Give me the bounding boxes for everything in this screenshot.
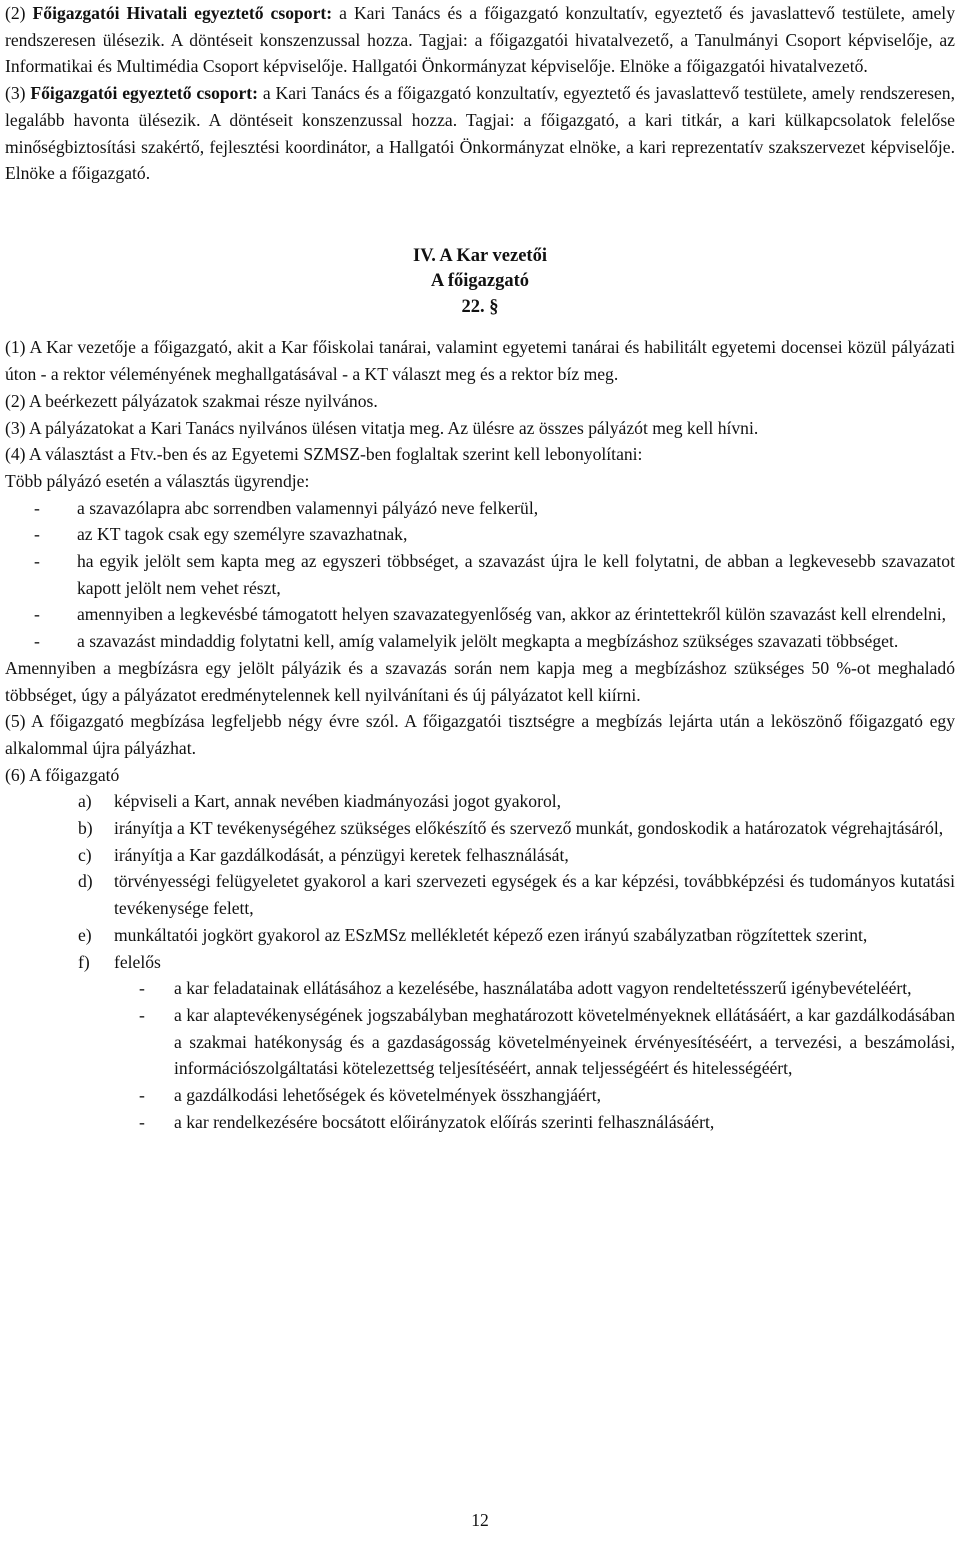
paragraph-2-text: a Kari Tanács és a főigazgató konzultatív, egyeztető és javaslattevő testülete, amely rendszeresen ülésezik. A döntéseit konszenzussal hozza. Tagjai: a főigazgatói hivatalvezető, a Tanulmányi Csoport képviselője, az Informatikai és Multimédia Csoport képviselője. Hallgatói Önkormányzat képviselője. Elnöke a főigazgatói hivatalvezető. (5, 3, 955, 77)
list-item-mark: f) (78, 951, 90, 972)
list-item-mark: e) (78, 924, 92, 945)
director-duties-list (5, 788, 955, 1135)
list-item-mark: c) (78, 844, 92, 865)
list-item-text: ha egyik jelölt sem kapta meg az egyszeri többséget, a szavazást újra le kell folytatni, de abban a legkevesebb szavazatot kapott jelölt nem vehet részt, (77, 551, 955, 598)
dash-bullet: - (34, 497, 40, 518)
list-item-text: a gazdálkodási lehetőségek és követelmények összhangjáért, (174, 1085, 601, 1106)
dash-bullet: - (139, 1085, 145, 1106)
single-candidate-rule: Amennyiben a megbízásra egy jelölt pályázik és a szavazás során nem kapja meg a megbízáshoz szükséges 50 %-ot meghaladó többséget, úgy a pályázatot eredménytelennek kell nyilvánítani és új pályázatot kell kiírni. (5, 657, 955, 705)
list-item-text: felelős (114, 951, 161, 972)
paragraph-3 (5, 80, 955, 187)
dash-bullet: - (139, 978, 145, 999)
list-item (5, 788, 955, 815)
paragraph-2-number: (2) (5, 3, 26, 23)
dash-bullet: - (34, 524, 40, 545)
chapter-subtitle: A főigazgató (430, 271, 530, 292)
list-item (5, 922, 955, 949)
dash-bullet: - (34, 631, 40, 652)
list-item-text: a szavazólapra abc sorrendben valamennyi pályázó neve felkerül, (77, 497, 539, 518)
list-item-text: az KT tagok csak egy személyre szavazhatnak, (77, 524, 408, 545)
list-item-text: törvényességi felügyeletet gyakorol a kari szervezeti egységek és a kar képzési, továbbképzési és tudományos kutatási tevékenysége felett, (114, 871, 955, 919)
list-item-text: képviseli a Kart, annak nevében kiadmányozási jogot gyakorol, (114, 791, 562, 812)
chapter-heading (5, 244, 955, 321)
chapter-title: IV. A Kar vezetői (413, 245, 547, 266)
document-page (5, 0, 955, 1136)
list-item (5, 628, 955, 655)
paragraph-2 (5, 0, 955, 80)
section-paragraph-6: (6) A főigazgató (5, 764, 120, 785)
list-item-mark: d) (78, 871, 93, 892)
list-item-text: munkáltatói jogkört gyakorol az ESzMSz mellékletét képező ezen irányú szabályzatban rögzítettek szerint, (114, 924, 868, 945)
responsibility-sublist (114, 975, 955, 1135)
election-procedure-list (5, 495, 955, 655)
list-item (5, 949, 955, 1136)
list-item-text: irányítja a Kar gazdálkodását, a pénzügyi keretek felhasználását, (114, 844, 569, 865)
list-item-text: a szavazást mindaddig folytatni kell, amíg valamelyik jelölt megkapta a megbízáshoz szükséges szavazati többséget. (77, 631, 899, 652)
list-item (5, 601, 955, 628)
section-paragraph-5: (5) A főigazgató megbízása legfeljebb négy évre szól. A főigazgatói tisztségre a megbízás lejárta után a leköszönő főigazgató egy alkalommal újra pályázhat. (5, 711, 955, 758)
list-item-text: a kar feladatainak ellátásához a kezelésébe, használatába adott vagyon rendeltetésszerű igénybevételéért, (174, 978, 912, 999)
list-item (114, 1109, 955, 1136)
list-item (5, 868, 955, 921)
list-item-text: a kar rendelkezésére bocsátott előirányzatok előírás szerinti felhasználásáért, (174, 1111, 715, 1132)
list-item-text: irányítja a KT tevékenységéhez szükséges előkészítő és szervező munkát, gondoskodik a határozatok végrehajtásáról, (114, 818, 944, 839)
list-item-mark: a) (78, 791, 92, 812)
section-number: 22. § (461, 296, 499, 317)
paragraph-3-text: a Kari Tanács és a főigazgató konzultatív, egyeztető és javaslattevő testülete, amely rendszeresen, legalább havonta ülésezik. A döntéseit konszenzussal hozza. Tagjai: a főigazgató, a kari titkár, a kari külkapcsolatok felelőse minőségbiztosítási szakértő, fejlesztési koordinátor, a Hallgatói Önkormányzat elnöke, a kari reprezentatív szakszervezet képviselője. Elnöke a főigazgató. (5, 83, 956, 184)
list-item (114, 975, 955, 1002)
list-item (114, 1002, 955, 1082)
section-paragraph-1: (1) A Kar vezetője a főigazgató, akit a Kar főiskolai tanárai, valamint egyetemi tanárai és habilitált egyetemi docensei közül pályázati úton - a rektor véleményének meghallgatásával - a KT választ meg és a rektor bíz meg. (5, 337, 955, 385)
paragraph-3-number: (3) (5, 83, 26, 104)
list-item-text: amennyiben a legkevésbé támogatott helyen szavazategyenlőség van, akkor az érintettekről külön szavazást kell elrendelni, (77, 604, 947, 625)
list-item (5, 521, 955, 548)
section-paragraph-2: (2) A beérkezett pályázatok szakmai része nyilvános. (5, 390, 378, 411)
dash-bullet: - (34, 604, 40, 625)
page-number: 12 (471, 1510, 489, 1530)
list-item (5, 815, 955, 842)
list-item (114, 1082, 955, 1109)
dash-bullet: - (139, 1111, 145, 1132)
dash-bullet: - (139, 1005, 145, 1025)
list-item (5, 495, 955, 522)
list-item-text: a kar alaptevékenységének jogszabályban meghatározott követelményeknek ellátásáért, a kar gazdálkodásában a szakmai hatékonyság és a gazdaságosság követelményeinek érvényesítéséért, a tervezési, a beszámolási, információszolgáltatási kötelezettség teljesítéséért, annak teljességéért és hitelességéért, (174, 1005, 955, 1079)
paragraph-3-title: Főigazgatói egyeztető csoport: (30, 83, 258, 104)
list-item (5, 548, 955, 601)
section-paragraph-3: (3) A pályázatokat a Kari Tanács nyilvános ülésen vitatja meg. Az ülésre az összes pályázót meg kell hívni. (5, 417, 759, 438)
section-paragraph-4: (4) A választást a Ftv.-ben és az Egyetemi SZMSZ-ben foglaltak szerint kell lebonyolítani: (5, 444, 643, 465)
dash-bullet: - (34, 551, 40, 572)
list-item (5, 842, 955, 869)
responsibility-sublist-wrapper (114, 975, 955, 1135)
election-procedure-intro: Több pályázó esetén a választás ügyrendje: (5, 470, 310, 491)
paragraph-2-title: Főigazgatói Hivatali egyeztető csoport: (32, 3, 333, 23)
list-item-mark: b) (78, 818, 93, 839)
